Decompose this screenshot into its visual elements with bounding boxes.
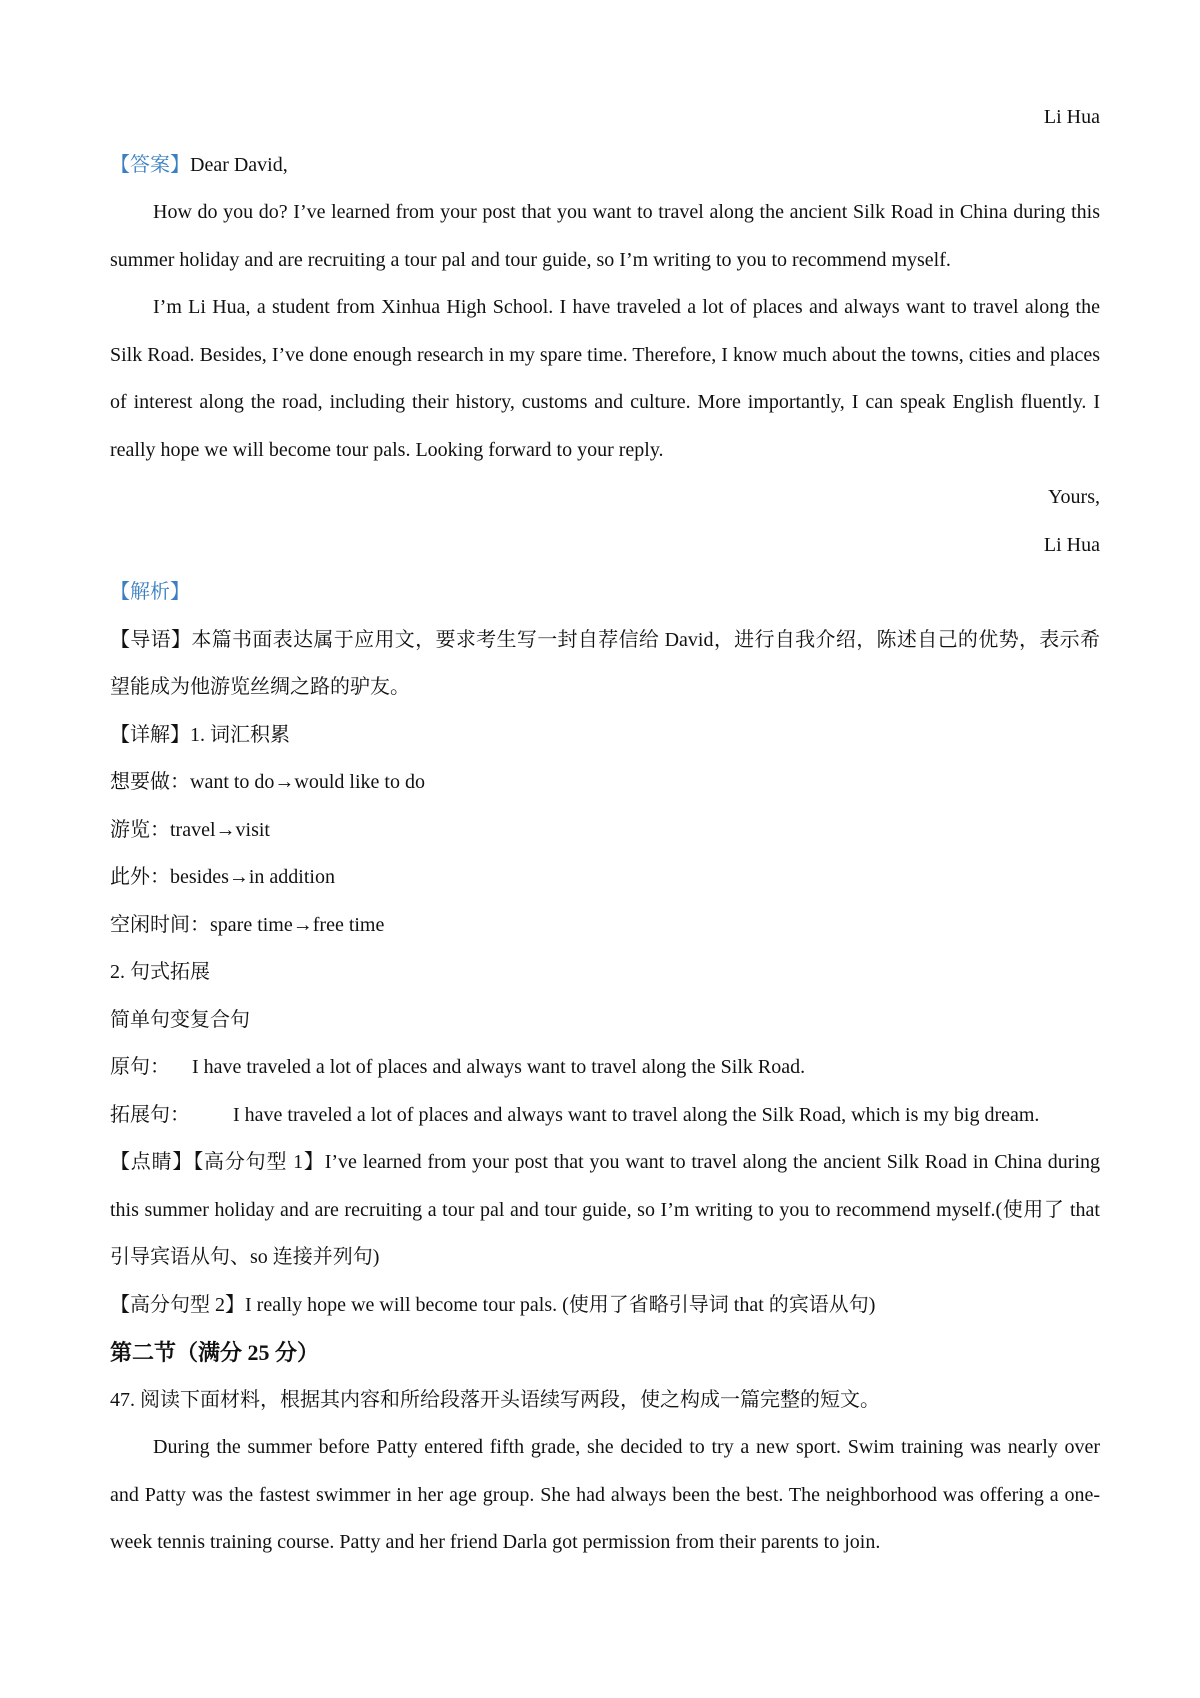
section-heading: 第二节（满分 25 分） [110,1340,320,1365]
highlight-sentence-2: 【高分句型 2】I really hope we will become tour pals. (使用了省略引导词 that 的宾语从句) [110,1293,876,1316]
answer-line [110,142,1100,190]
story-passage: During the summer before Patty entered fifth grade, she decided to try a new sport. Swim training was nearly over and Patty was the fastest swimmer in her age group. She had always been the best. The neighborhood was offering a one-week tennis training course. Patty and her friend Darla got permission from their parents to join. [110,1436,1100,1553]
answer-label: 【答案】 [110,153,190,176]
original-sentence [110,1044,1100,1092]
letter-paragraph-2: I’m Li Hua, a student from Xinhua High School. I have traveled a lot of places and always want to travel along the Silk Road. Besides, I’ve done enough research in my spare time. Therefore, I know much about the towns, cities and places of interest along the road, including their history, customs and culture. More importantly, I can speak English fluently. I really hope we will become tour pals. Looking forward to your reply. [110,296,1100,461]
detail-heading: 【详解】1. 词汇积累 [110,723,290,746]
letter-paragraph-1: How do you do? I’ve learned from your post that you want to travel along the ancient Silk Road in China during this summer holiday and are recruiting a tour pal and tour guide, so I’m writing to you to recommend myself. [110,201,1100,271]
signature-top: Li Hua [1043,106,1100,128]
extended-sentence [110,1092,1100,1140]
sentence-heading: 2. 句式拓展 [110,961,210,983]
highlight-sentence-1: 【点睛】【高分句型 1】I’ve learned from your post that you want to travel along the ancient Silk Road in China during this summer holiday and are recruiting a tour pal and tour guide, so I’m writing to you to recommend myself.(使用了 that 引导宾语从句、so 连接并列句) [110,1151,1100,1268]
extended-label: 拓展句： [110,1103,190,1126]
vocab-item: 想要做：want to do→would like to do [110,771,425,793]
vocab-item: 空闲时间：spare time→free time [110,913,385,936]
sentence-subheading: 简单句变复合句 [110,1008,250,1031]
letter-signature: Li Hua [1043,533,1100,556]
analysis-intro: 【导语】本篇书面表达属于应用文，要求考生写一封自荐信给 David，进行自我介绍，陈述自己的优势，表示希望能成为他游览丝绸之路的驴友。 [110,628,1100,698]
analysis-label: 【解析】 [110,581,190,603]
letter-greeting: Dear David, [190,153,288,176]
document-page [110,94,1100,1567]
original-label: 原句： [110,1056,170,1078]
vocab-item: 游览：travel→visit [110,818,270,841]
letter-closing: Yours, [1048,486,1100,508]
question-prompt: 47. 阅读下面材料，根据其内容和所给段落开头语续写两段，使之构成一篇完整的短文。 [110,1388,880,1411]
original-text: I have traveled a lot of places and always want to travel along the Silk Road. [192,1056,806,1078]
extended-text: I have traveled a lot of places and always want to travel along the Silk Road, which is my big dream. [233,1103,1040,1126]
vocab-item: 此外：besides→in addition [110,866,335,888]
